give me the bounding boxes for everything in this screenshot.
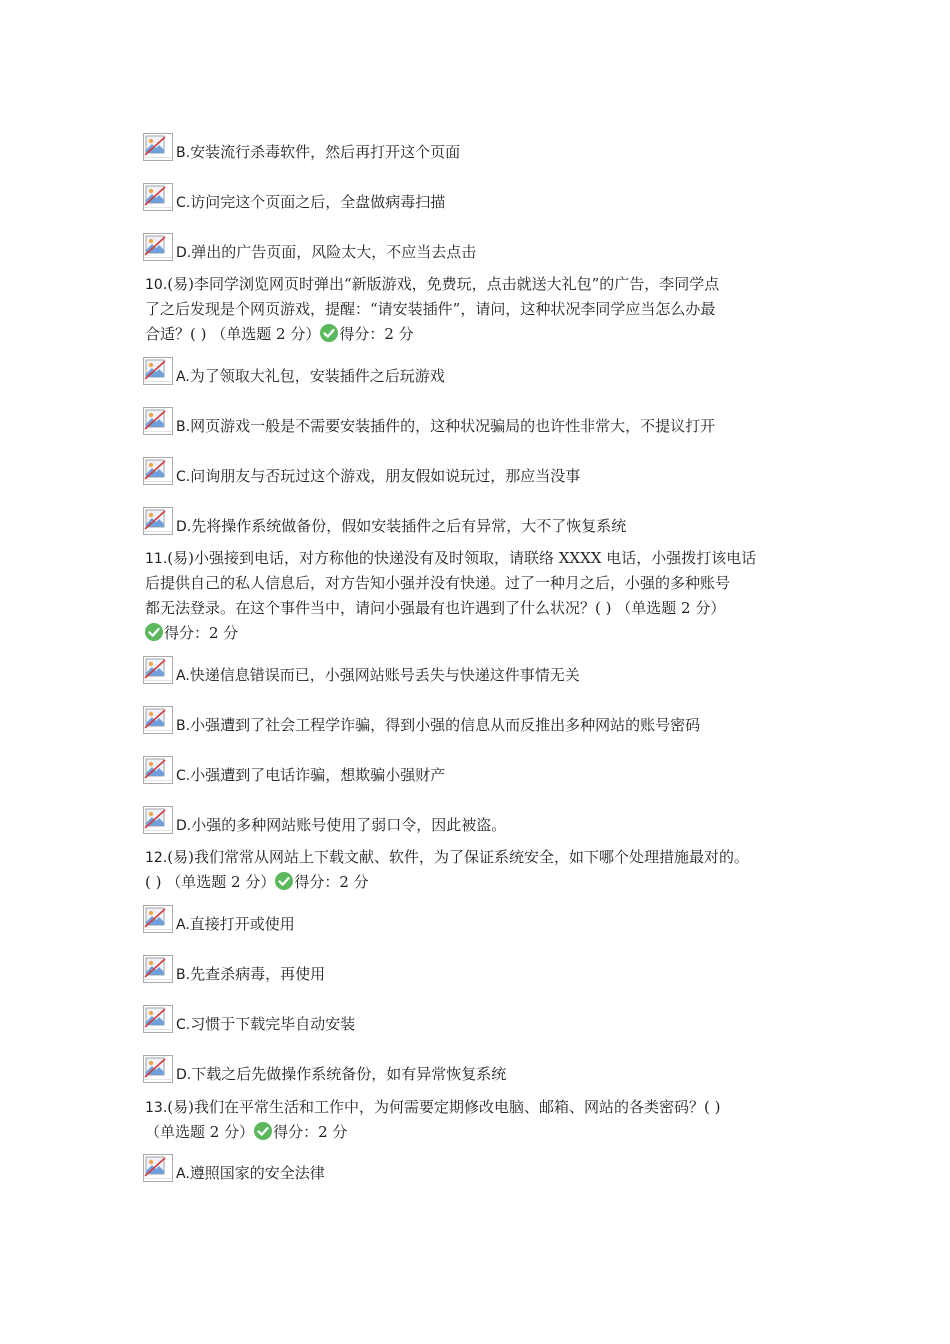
option-letter: C. <box>176 1017 191 1033</box>
option-letter: D. <box>176 245 192 261</box>
option-text: 习惯于下载完毕自动安装 <box>190 1015 356 1033</box>
option-text: 先查杀病毒，再使用 <box>190 965 326 983</box>
option-text: 访问完这个页面之后，全盘做病毒扫描 <box>190 193 446 211</box>
option-text: 小强的多种网站账号使用了弱口令，因此被盗。 <box>191 816 507 834</box>
question-text: (易)小强接到电话，对方称他的快递没有及时领取，请联络 XXXX 电话，小强拨打该电话 <box>167 549 757 567</box>
question-number: 10. <box>145 277 168 293</box>
broken-image-icon <box>143 656 173 684</box>
option-text: 下载之后先做操作系统备份，如有异常恢复系统 <box>191 1065 507 1083</box>
broken-image-icon <box>143 955 173 983</box>
question-11 <box>145 546 825 646</box>
option-letter: A. <box>176 668 190 684</box>
score-text: 得分：2 分 <box>164 624 239 642</box>
check-icon <box>320 324 338 342</box>
option-text: 遵照国家的安全法律 <box>189 1164 325 1182</box>
option-letter: C. <box>176 469 191 485</box>
option-letter: D. <box>176 519 192 535</box>
question-number: 11. <box>145 551 168 567</box>
question-text: (易)我们在平常生活和工作中，为何需要定期修改电脑、邮箱、网站的各类密码？( ) <box>167 1098 721 1116</box>
option-text: 为了领取大礼包，安装插件之后玩游戏 <box>189 367 445 385</box>
option-letter: A. <box>176 369 190 385</box>
question-type: （单选题 2 分） <box>145 1123 255 1141</box>
check-icon <box>254 1122 272 1140</box>
broken-image-icon <box>143 407 173 435</box>
question-text: 都无法登录。在这个事件当中，请问小强最有也许遇到了什么状况？( ) （单选题 2 分） <box>145 599 726 617</box>
option-text: 小强遭到了社会工程学诈骗，得到小强的信息从而反推出多种网站的账号密码 <box>190 716 701 734</box>
check-icon <box>145 623 163 641</box>
broken-image-icon <box>143 457 173 485</box>
option-letter: A. <box>176 917 190 933</box>
broken-image-icon <box>143 806 173 834</box>
option-text: 问询朋友与否玩过这个游戏，朋友假如说玩过，那应当没事 <box>190 467 581 485</box>
question-text: (易)我们常常从网站上下载文献、软件，为了保证系统安全，如下哪个处理措施最对的。 <box>167 848 749 866</box>
question-type: 合适？( ) （单选题 2 分） <box>145 325 321 343</box>
option-letter: B. <box>176 145 191 161</box>
broken-image-icon <box>143 905 173 933</box>
option-text: 安装流行杀毒软件，然后再打开这个页面 <box>190 143 461 161</box>
question-text: (易)李同学浏览网页时弹出“新版游戏，免费玩，点击就送大礼包”的广告，李同学点 <box>167 275 720 293</box>
question-number: 13. <box>145 1100 168 1116</box>
broken-image-icon <box>143 756 173 784</box>
broken-image-icon <box>143 507 173 535</box>
broken-image-icon <box>143 1005 173 1033</box>
question-12 <box>145 845 825 895</box>
question-type: ( ) （单选题 2 分） <box>145 873 276 891</box>
question-number: 12. <box>145 850 168 866</box>
option-letter: B. <box>176 967 191 983</box>
check-icon <box>275 872 293 890</box>
broken-image-icon <box>143 233 173 261</box>
option-letter: D. <box>176 818 192 834</box>
option-letter: B. <box>176 718 191 734</box>
broken-image-icon <box>143 133 173 161</box>
option-text: 直接打开或使用 <box>189 915 295 933</box>
score-text: 得分：2 分 <box>339 325 414 343</box>
broken-image-icon <box>143 1154 173 1182</box>
option-text: 先将操作系统做备份，假如安装插件之后有异常，大不了恢复系统 <box>191 517 627 535</box>
question-10 <box>145 272 825 347</box>
broken-image-icon <box>143 183 173 211</box>
broken-image-icon <box>143 357 173 385</box>
option-letter: C. <box>176 195 191 211</box>
score-text: 得分：2 分 <box>273 1123 348 1141</box>
option-text: 弹出的广告页面，风险太大，不应当去点击 <box>191 243 477 261</box>
option-letter: A. <box>176 1166 190 1182</box>
option-text: 小强遭到了电话诈骗，想欺骗小强财产 <box>190 766 446 784</box>
option-letter: B. <box>176 419 191 435</box>
broken-image-icon <box>143 1055 173 1083</box>
broken-image-icon <box>143 706 173 734</box>
question-text: 后提供自己的私人信息后，对方告知小强并没有快递。过了一种月之后，小强的多种账号 <box>145 574 731 592</box>
question-text: 了之后发现是个网页游戏，提醒：“请安装插件”，请问，这种状况李同学应当怎么办最 <box>145 300 716 318</box>
question-13 <box>145 1095 825 1145</box>
score-text: 得分：2 分 <box>294 873 369 891</box>
option-letter: D. <box>176 1067 192 1083</box>
option-letter: C. <box>176 768 191 784</box>
option-text: 快递信息错误而已，小强网站账号丢失与快递这件事情无关 <box>189 666 580 684</box>
option-text: 网页游戏一般是不需要安装插件的，这种状况骗局的也许性非常大，不提议打开 <box>190 417 716 435</box>
